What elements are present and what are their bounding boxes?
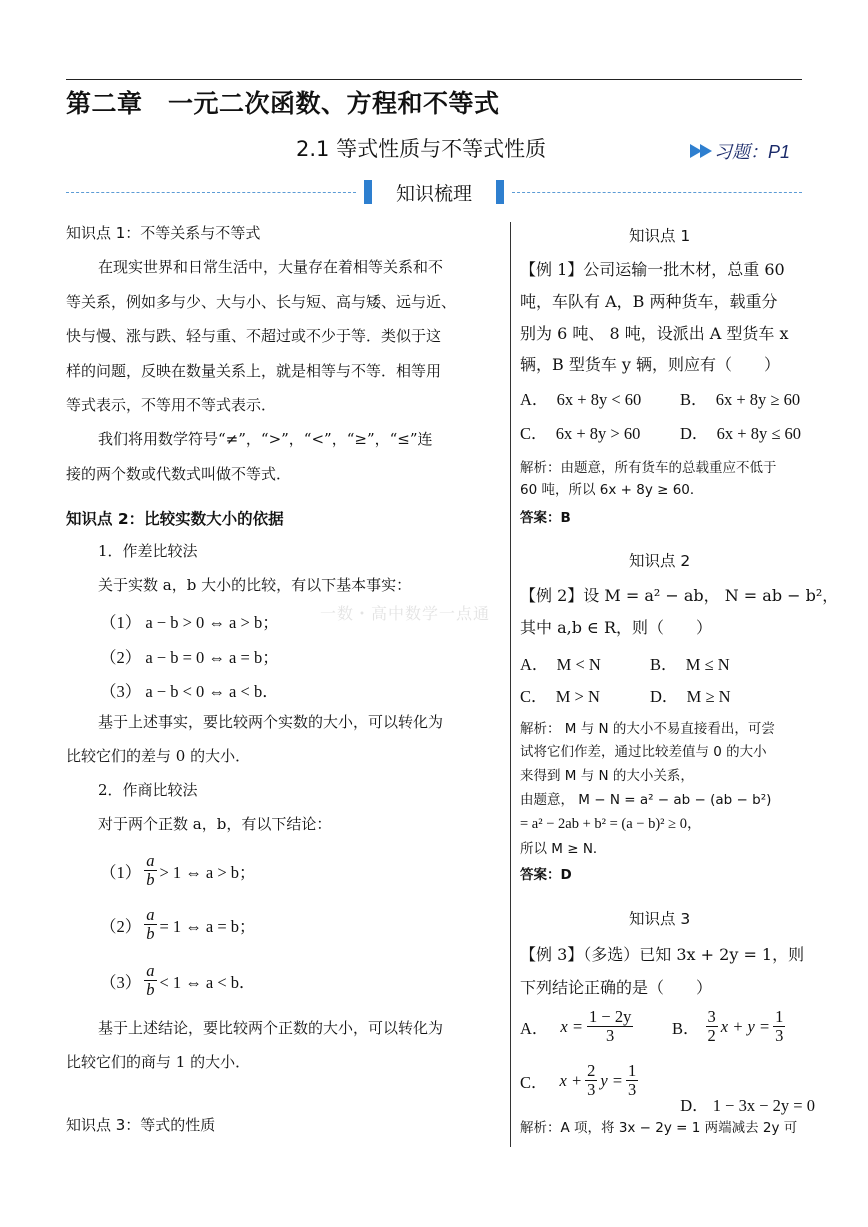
banner-bar-right bbox=[496, 180, 504, 204]
ex3-line1: 【例 3】（多选）已知 3x + 2y = 1，则 bbox=[520, 945, 805, 964]
kp1-p1-line5: 等式表示，不等用不等式表示． bbox=[66, 396, 277, 414]
divider-left bbox=[66, 192, 356, 193]
ex2-analysis-line1: 解析： M 与 N 的大小不易直接看出，可尝 bbox=[520, 721, 775, 737]
header-rule bbox=[66, 79, 802, 80]
ex3-line2: 下列结论正确的是（ ） bbox=[520, 978, 713, 997]
kp2-title: 知识点 2：比较实数大小的依据 bbox=[66, 510, 284, 528]
ex2-analysis-line3: 来得到 M 与 N 的大小关系， bbox=[520, 768, 694, 784]
method2-title: 2．作商比较法 bbox=[98, 781, 198, 799]
ex3-option-b: B． $\frac{3}{2}$ x + y = $\frac{1}{3}$ bbox=[672, 1007, 784, 1045]
kp3-title: 知识点 3：等式的性质 bbox=[66, 1116, 216, 1134]
method1-item-2: （2） a − b = 0 ⇔ a = b； bbox=[100, 648, 279, 667]
watermark: 一数・高中数学一点通 bbox=[320, 604, 491, 623]
exercise-link[interactable] bbox=[690, 138, 790, 164]
ex1-option-d: D． 6x + 8y ≤ 60 bbox=[680, 424, 802, 443]
ex2-analysis-line5: = a² − 2ab + b² = (a − b)² ≥ 0， bbox=[520, 816, 702, 832]
method2-conclusion-line1: 基于上述结论，要比较两个正数的大小，可以转化为 bbox=[98, 1019, 444, 1037]
ex2-option-a: A． M < N bbox=[520, 655, 601, 674]
kp1-p1-line3: 快与慢、涨与跌、轻与重、不超过或不少于等．类似于这 bbox=[66, 327, 442, 345]
ex2-line1: 【例 2】设 M = a² − ab， N = ab − b²， bbox=[520, 586, 839, 605]
method2-item-2: （2） $\frac{a}{b}$ = 1 ⇔ a = b； bbox=[100, 905, 256, 943]
ex1-option-c: C． 6x + 8y > 60 bbox=[520, 424, 641, 443]
kp1-title: 知识点 1：不等关系与不等式 bbox=[66, 224, 261, 242]
ex2-option-d: D． M ≥ N bbox=[650, 687, 731, 706]
ex1-analysis-line2: 60 吨，所以 6x + 8y ≥ 60． bbox=[520, 482, 704, 498]
ex2-option-c: C． M > N bbox=[520, 687, 600, 706]
ex1-line1: 【例 1】公司运输一批木材，总重 60 bbox=[520, 260, 785, 279]
section-banner bbox=[364, 178, 504, 206]
ex3-analysis: 解析：A 项，将 3x − 2y = 1 两端减去 2y 可 bbox=[520, 1120, 798, 1136]
ex3-option-c: C． x + $\frac{2}{3}$ y = $\frac{1}{3}$ bbox=[520, 1061, 637, 1099]
section-title: 2.1 等式性质与不等式性质 bbox=[296, 137, 547, 161]
ex2-analysis-line4: 由题意， M − N = a² − ab − (ab − b²) bbox=[520, 792, 772, 808]
right-kp1-heading: 知识点 1 bbox=[629, 227, 691, 245]
chapter-title: 第二章 一元二次函数、方程和不等式 bbox=[66, 89, 500, 118]
right-kp2-heading: 知识点 2 bbox=[629, 552, 691, 570]
ex1-analysis-line1: 解析：由题意，所有货车的总载重应不低于 bbox=[520, 460, 777, 476]
ex3-option-d: D． 1 − 3x − 2y = 0 bbox=[680, 1096, 815, 1115]
ex1-option-a: A． 6x + 8y < 60 bbox=[520, 390, 642, 409]
ex2-analysis-line6: 所以 M ≥ N． bbox=[520, 841, 607, 857]
method1-item-3: （3） a − b < 0 ⇔ a < b． bbox=[100, 682, 279, 701]
kp1-p1-line1: 在现实世界和日常生活中，大量存在着相等关系和不 bbox=[98, 258, 444, 276]
double-arrow-icon bbox=[690, 144, 710, 158]
method1-conclusion-line2: 比较它们的差与 0 的大小． bbox=[66, 747, 251, 765]
ex2-line2: 其中 a,b ∈ R，则（ ） bbox=[520, 618, 713, 637]
exercise-link-label: 习题：P1 bbox=[714, 142, 791, 162]
divider-right bbox=[512, 192, 802, 193]
ex1-line4: 辆，B 型货车 y 辆，则应有（ ） bbox=[520, 355, 781, 374]
right-kp3-heading: 知识点 3 bbox=[629, 910, 691, 928]
method2-conclusion-line2: 比较它们的商与 1 的大小． bbox=[66, 1053, 251, 1071]
ex2-answer: 答案：D bbox=[520, 867, 572, 883]
method1-conclusion-line1: 基于上述事实，要比较两个实数的大小，可以转化为 bbox=[98, 713, 444, 731]
method2-item-3: （3） $\frac{a}{b}$ < 1 ⇔ a < b． bbox=[100, 961, 256, 999]
banner-bar-left bbox=[364, 180, 372, 204]
banner-label: 知识梳理 bbox=[395, 182, 472, 205]
ex2-analysis-line2: 试将它们作差，通过比较差值与 0 的大小 bbox=[520, 744, 767, 760]
kp1-p1-line4: 样的问题，反映在数量关系上，就是相等与不等．相等用 bbox=[66, 362, 442, 380]
ex1-line3: 别为 6 吨、 8 吨，设派出 A 型货车 x bbox=[520, 324, 789, 343]
ex3-option-a: A． x = $\frac{1 - 2y}{3}$ bbox=[520, 1007, 632, 1045]
kp1-p2-line2: 接的两个数或代数式叫做不等式． bbox=[66, 465, 292, 483]
ex2-option-b: B． M ≤ N bbox=[650, 655, 730, 674]
ex1-answer: 答案：B bbox=[520, 510, 571, 526]
column-divider bbox=[510, 222, 511, 1147]
ex1-line2: 吨，车队有 A，B 两种货车，载重分 bbox=[520, 292, 778, 311]
method2-intro: 对于两个正数 a，b，有以下结论： bbox=[98, 815, 332, 833]
method2-item-1: （1） $\frac{a}{b}$ > 1 ⇔ a > b； bbox=[100, 851, 256, 889]
method1-title: 1．作差比较法 bbox=[98, 542, 198, 560]
ex1-option-b: B． 6x + 8y ≥ 60 bbox=[680, 390, 801, 409]
kp1-p2-line1: 我们将用数学符号“≠”，“>”，“<”，“≥”，“≤”连 bbox=[98, 430, 433, 448]
method1-intro: 关于实数 a，b 大小的比较，有以下基本事实： bbox=[98, 576, 412, 594]
kp1-p1-line2: 等关系，例如多与少、大与小、长与短、高与矮、远与近、 bbox=[66, 293, 457, 311]
method1-item-1: （1） a − b > 0 ⇔ a > b； bbox=[100, 613, 279, 632]
